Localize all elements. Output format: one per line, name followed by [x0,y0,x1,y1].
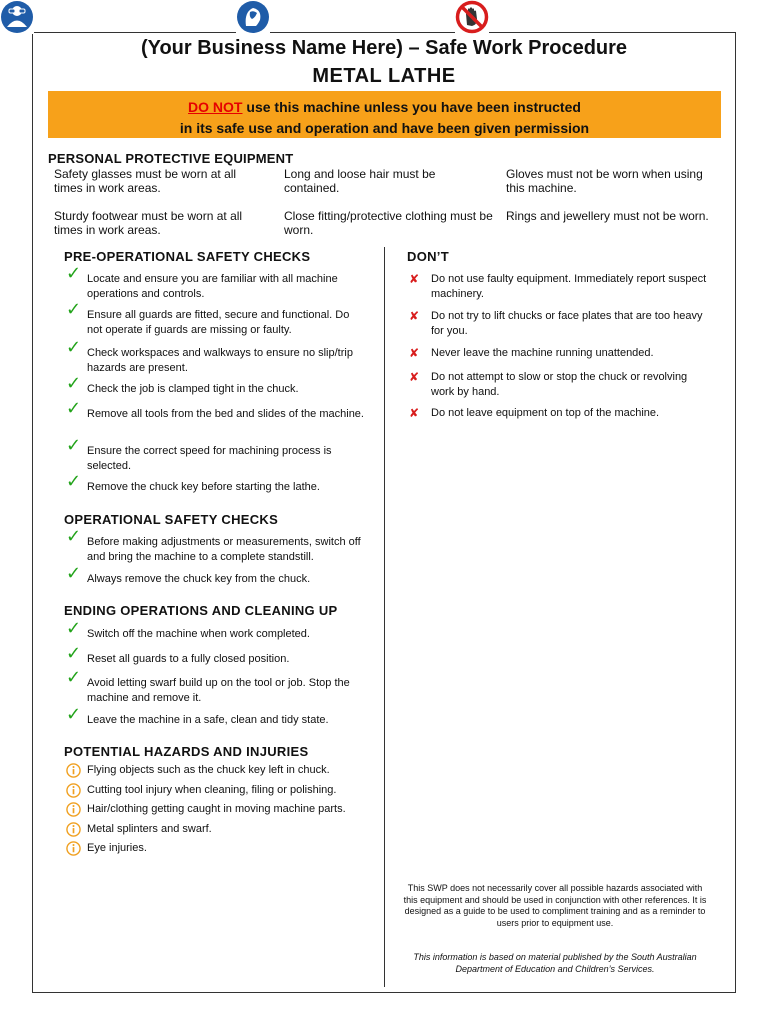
check-icon: ✓ [66,563,82,583]
banner-line1: use this machine unless you have been instructed [242,99,581,115]
column-divider [384,247,385,987]
ppe-heading: PERSONAL PROTECTIVE EQUIPMENT [48,151,294,166]
list-item: ✓ Ensure all guards are fitted, secure and functional. Do not operate if guards are missing or faulty. [66,299,350,336]
ending-heading: ENDING OPERATIONS AND CLEANING UP [64,603,338,618]
list-item: ✘ Do not attempt to slow or stop the chuck or revolving work by hand. [409,370,688,398]
check-icon: ✓ [66,373,82,393]
info-icon [66,822,81,837]
list-item: ✓ Check workspaces and walkways to ensure no slip/trip hazards are present. [66,337,353,374]
cross-icon: ✘ [409,406,420,420]
list-item: ✓ Ensure the correct speed for machining process is selected. [66,435,332,472]
list-item: ✘ Never leave the machine running unattended. [409,346,654,360]
list-item: ✘ Do not use faulty equipment. Immediately report suspect machinery. [409,272,707,300]
info-icon [66,763,81,778]
check-icon: ✓ [66,398,82,418]
list-item: ✓ Remove all tools from the bed and slides of the machine. [66,398,364,420]
cross-icon: ✘ [409,346,420,360]
check-icon: ✓ [66,526,82,546]
ppe-item: Rings and jewellery must not be worn. [506,209,709,223]
list-item: Hair/clothing getting caught in moving machine parts. [66,802,366,817]
list-item: ✓ Locate and ensure you are familiar with all machine operations and controls. [66,263,338,300]
hazards-heading: POTENTIAL HAZARDS AND INJURIES [64,744,309,759]
list-item: ✓ Before making adjustments or measurements, switch off and bring the machine to a complete standstill. [66,526,361,563]
list-item: ✓ Leave the machine in a safe, clean and tidy state. [66,704,329,726]
list-item: ✓ Reset all guards to a fully closed position. [66,643,290,665]
list-item: ✓ Remove the chuck key before starting the lathe. [66,471,320,493]
source-text: This information is based on material published by the South Australian Department of Education and Children’s Services. [413,952,697,974]
no-gloves-icon [455,0,489,34]
check-icon: ✓ [66,337,82,357]
banner-line2: in its safe use and operation and have been given permission [179,120,590,136]
check-icon: ✓ [66,299,82,319]
list-item: Eye injuries. [66,841,366,856]
check-icon: ✓ [66,263,82,283]
check-icon: ✓ [66,471,82,491]
cross-icon: ✘ [409,309,420,323]
cross-icon: ✘ [409,272,420,286]
check-icon: ✓ [66,618,82,638]
hair-protection-icon [236,0,270,34]
list-item: ✓ Avoid letting swarf build up on the tool or job. Stop the machine and remove it. [66,667,350,704]
list-item: ✓ Switch off the machine when work completed. [66,618,310,640]
list-item: ✓ Check the job is clamped tight in the chuck. [66,373,299,395]
ppe-item: Safety glasses must be worn at all times in work areas. [54,167,237,195]
list-item: Cutting tool injury when cleaning, filing or polishing. [66,783,366,798]
info-icon [66,783,81,798]
dont-heading: DON’T [407,249,449,264]
pre-operational-heading: PRE-OPERATIONAL SAFETY CHECKS [64,249,311,264]
ppe-item: Gloves must not be worn when using this machine. [506,167,703,195]
machine-name: METAL LATHE [312,65,456,87]
list-item: ✘ Do not try to lift chucks or face plates that are too heavy for you. [409,309,703,337]
ppe-item: Close fitting/protective clothing must be worn. [284,209,493,237]
list-item: Flying objects such as the chuck key left in chuck. [66,763,366,778]
ppe-item: Long and loose hair must be contained. [284,167,436,195]
check-icon: ✓ [66,643,82,663]
warning-banner [48,91,721,138]
info-icon [66,841,81,856]
list-item: ✘ Do not leave equipment on top of the machine. [409,406,660,420]
disclaimer-text: This SWP does not necessarily cover all possible hazards associated with this equipment and should be used in conjunction with other references. It is designed as a guide to be used to compliment training and as a reminder to users prior to equipment use. [403,883,707,928]
check-icon: ✓ [66,667,82,687]
cross-icon: ✘ [409,370,420,384]
operational-heading: OPERATIONAL SAFETY CHECKS [64,512,279,527]
check-icon: ✓ [66,435,82,455]
info-icon [66,802,81,817]
list-item: Metal splinters and swarf. [66,822,366,837]
list-item: ✓ Always remove the chuck key from the chuck. [66,563,311,585]
ppe-item: Sturdy footwear must be worn at all times in work areas. [54,209,243,237]
check-icon: ✓ [66,704,82,724]
safety-glasses-icon [0,0,34,34]
page-title: (Your Business Name Here) – Safe Work Procedure [140,37,628,59]
warning-word: DO NOT [188,99,243,115]
